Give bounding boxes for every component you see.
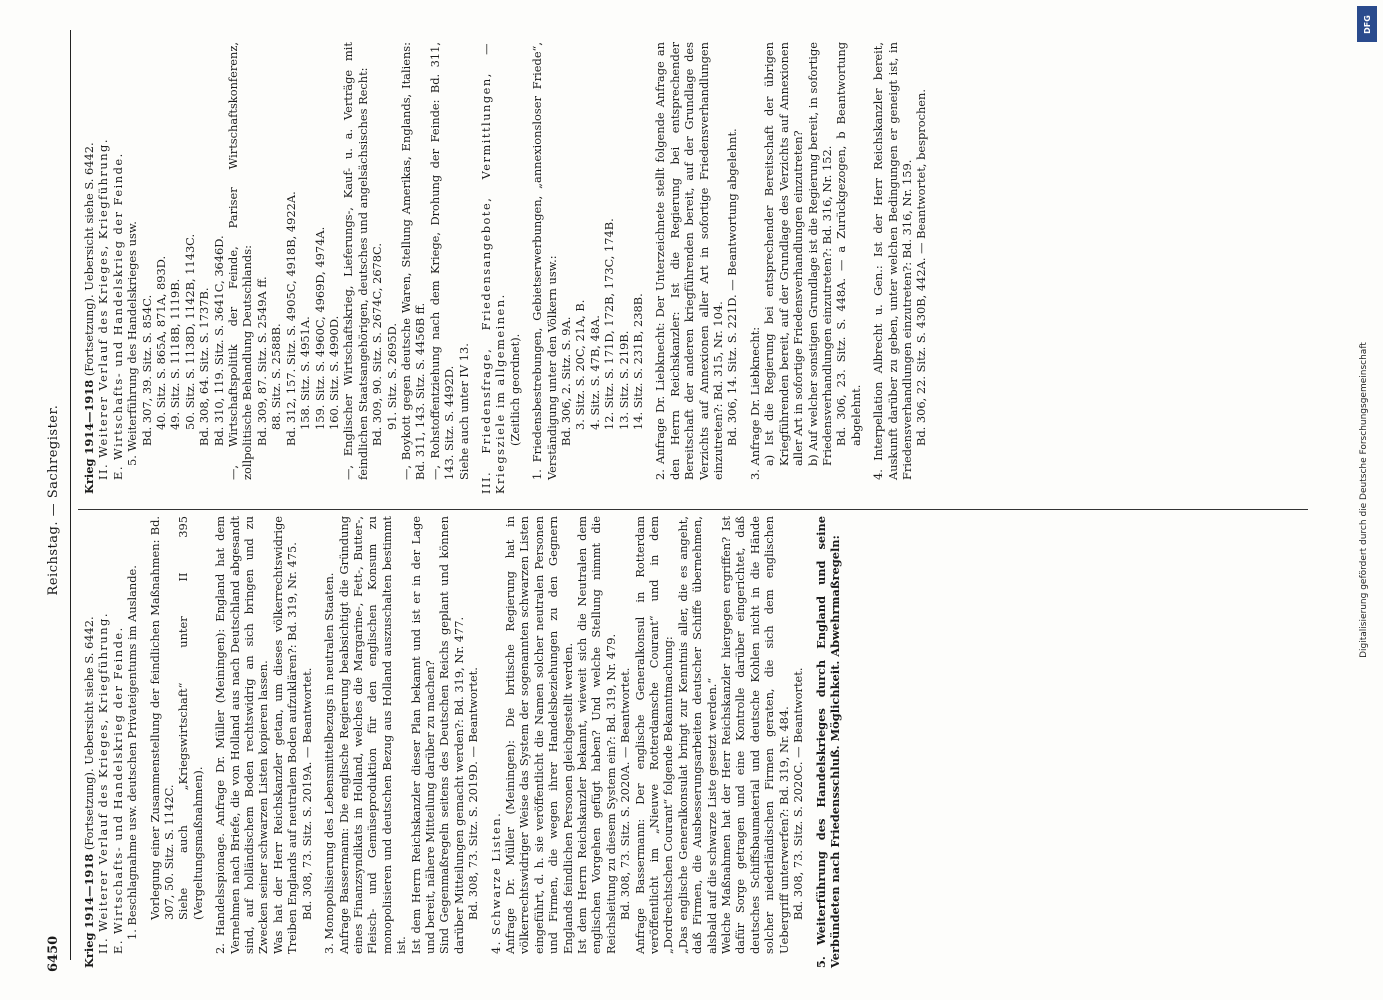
refs-b [255, 42, 341, 494]
ref-line: Bd. 306, 2. Sitz. S. 9A. [559, 316, 573, 446]
header-rule [70, 30, 71, 960]
right-heading: Krieg 1914—1918 (Fortsetzung). Uebersicht siehe S. 6442. [82, 142, 96, 494]
left-column [82, 516, 842, 968]
right-wirtschaftspolitik: —, Wirtschaftspolitik der Feinde, Pariser Wirtschaftskonferenz, zollpolitische Behandlung Deutschlands: [226, 42, 255, 480]
refs-c [370, 42, 399, 494]
dfg-logo [1357, 6, 1377, 42]
ref-line: 160. Sitz. S. 4990D. [326, 315, 341, 430]
ref-line: 88. Sitz. S. 2588B. [269, 323, 284, 430]
right-section-III-note: (Zeitlich geordnet). [507, 333, 522, 446]
ref-line: 49. Sitz. S. 1118B, 1119B. [168, 278, 183, 430]
ref-line: Bd. 307, 39. Sitz. S. 854C. [139, 294, 154, 446]
right-item-3c: Bd. 306, 23. Sitz. S. 448A. — a Zurückgezogen, b Beantwortung abgelehnt. [834, 42, 863, 446]
ref-line: Bd. 310, 119. Sitz. S. 3641C, 3646D. [211, 235, 226, 446]
left-item-3a: Anfrage Bassermann: Die englische Regierung beabsichtigt die Gründung eines Finanzsyndikats in Holland, welches die Margarine-, Fett-, Butter-, Fleisch- und Gemüseproduktion für den englischen Konsum zu monopolisieren und deutschen Bezug aus Holland auszuschalten bestimmt ist. [336, 516, 409, 954]
left-item-3d: Bd. 308, 73. Sitz. S. 2019D. — Beantwortet. [466, 667, 481, 920]
left-item-2b: Was hat der Herr Reichskanzler getan, um dieses völkerrechtswidrige Treiben Englands auf neutralem Boden aufzuklären?: Bd. 319, Nr. 475. [270, 516, 300, 954]
left-vorlegung: Vorlegung einer Zusammenstellung der feindlichen Maßnahmen: Bd. 307, 50. Sitz. S. 1142C. [147, 516, 177, 920]
left-item-4b: Ist dem Herrn Reichskanzler bekannt, wieweit sich die Neutralen dem englischen Vorgehen gefügt haben? Und welche Stellung nimmt die Reichsleitung zu diesem System ein?: Bd. 319, Nr. 479. [575, 516, 618, 954]
left-item-3c: Sind Gegenmaßregeln seitens des Deutschen Reichs geplant und können darüber Mitteilungen gemacht werden?: Bd. 319, Nr. 477. [437, 516, 466, 954]
left-item-3: 3. Monopolisierung des Lebensmittelbezugs in neutralen Staaten. [322, 572, 337, 954]
ref-line: Bd. 309, 87. Sitz. S. 2549A ff. [254, 276, 269, 446]
ref-line: 13. Sitz. S. 219B. [616, 330, 631, 430]
right-rohstoff: —, Rohstoffentziehung nach dem Kriege, Drohung der Feinde: Bd. 311, 143. Sitz. S. 4492D. [427, 42, 457, 480]
right-item-1: 1. Friedensbestrebungen, Gebietserwerbungen, „annexionsloser Friede“, Verständigung unter den Völkern usw.: [530, 42, 559, 480]
left-item-3b: Ist dem Herrn Reichskanzler dieser Plan bekannt und ist er in der Lage und bereit, nähere Mitteilung darüber zu machen? [408, 516, 437, 954]
ref-line: Bd. 308, 64. Sitz. S. 1737B. [197, 287, 212, 446]
left-item-2: 2. Handelsspionage. Anfrage Dr. Müller (Meiningen): England hat dem Vernehmen nach Briefe, die von Holland aus nach Deutschland abgesandt sind, auf holländischem Boden rechtswidrig an sich bringen und zu Zwecken seiner schwarzen Listen kopieren lassen. [213, 516, 271, 954]
ref-line: 40. Sitz. S. 865A, 871A, 893D. [154, 255, 169, 430]
ref-line: 50. Sitz. S. 1138D, 1142B, 1143C. [182, 233, 197, 430]
refs-d [559, 42, 645, 494]
ref-line: 91. Sitz. S. 2695D. [384, 323, 399, 430]
right-item-3b: b) Auf welcher sonstigen Grundlage ist die Regierung bereit, in sofortige Friedensverhandlungen einzutreten?: Bd. 316, Nr. 152. [805, 42, 834, 466]
left-item-4d: Anfrage Bassermann: Der englische Generalkonsul in Rotterdam veröffentlicht im „Nieuwe Rotterdamsche Courant“ und in dem „Dordrechtschen Courant“ folgende Bekanntmachung: [632, 516, 676, 954]
ref-line: Bd. 312, 157. Sitz. S. 4905C, 4918B, 4922A. [283, 191, 298, 446]
left-item-4c: Bd. 308, 73. Sitz. S. 2020A. — Beantwortet. [618, 667, 633, 920]
left-siehe: Siehe auch „Kriegswirtschaft“ unter II 395 (Vergeltungsmaßnahmen). [176, 516, 205, 920]
left-section-E: E. Wirtschafts- und Handelskrieg der Feinde. [110, 626, 125, 954]
ref-line: 4. Sitz. S. 47B, 48A. [587, 315, 602, 430]
refs-a [140, 42, 226, 494]
left-item-2c: Bd. 308, 73. Sitz. S. 2019A. — Beantwortet. [299, 667, 314, 920]
right-item-4b: Bd. 306, 22. Sitz. S. 430B, 442A. — Beantwortet, besprochen. [914, 89, 929, 446]
right-item-5: 5. Weiterführung des Handelskrieges usw. [125, 221, 140, 466]
right-section-III: III. Friedensfrage, Friedensangebote, Vermittlungen, — Kriegsziele im allgemeinen. [478, 42, 508, 494]
right-item-3a: a) Ist die Regierung bei entsprechender Bereitschaft der übrigen Kriegführenden bereit, auf der Grundlage des Verzichts auf Annexionen aller Art in sofortige Friedensverhandlungen einzutreten? [762, 42, 806, 466]
ref-line: 12. Sitz. S. 171D, 172B, 173C, 174B. [602, 218, 617, 430]
right-item-4: 4. Interpellation Albrecht u. Gen.: Ist der Herr Reichskanzler bereit, Auskunft darüber zu geben, unter welchen Bedingungen er geneigt ist, in Friedensverhandlungen einzutreten?: Bd. 316, Nr. 159. [871, 42, 914, 480]
ref-line: 159. Sitz. S. 4960C, 4969D, 4974A. [312, 226, 327, 430]
left-item-1: 1. Beschlagnahme usw. deutschen Privateigentums im Auslande. [125, 565, 140, 940]
left-item-4f: Welche Maßnahmen hat der Herr Reichskanzler hiergegen ergriffen? Ist dafür Sorge getragen und eine Kontrolle darüber eingerichtet, daß deutsches Schiffsbaumaterial und deutsche Kohlen nicht in die Hände solcher niederländischen Firmen geraten, die sich dem englischen Uebergriff unterwerfen?: Bd. 319, Nr. 484. [719, 516, 791, 954]
dfg-logo-text: DFG [1362, 14, 1372, 34]
ref-line: 158. Sitz. S. 4951A. [298, 316, 313, 430]
right-item-2b: Bd. 306, 14. Sitz. S. 221D. — Beantwortung abgelehnt. [725, 128, 740, 446]
right-section-E: E. Wirtschafts- und Handelskrieg der Feinde. [110, 152, 125, 480]
right-rohstoff-siehe: Siehe auch unter IV 13. [456, 343, 471, 480]
running-title: Reichstag. — Sachregister. [46, 404, 61, 596]
ref-line: 14. Sitz. S. 231B, 238B. [631, 293, 646, 430]
left-section-II: II. Weiterer Verlauf des Krieges, Kriegführung. [96, 612, 111, 954]
left-item-4: 4. Schwarze Listen. [488, 811, 503, 954]
right-column [82, 42, 929, 494]
page-number: 6450 [46, 935, 61, 972]
right-item-2: 2. Anfrage Dr. Liebknecht: Der Unterzeichnete stellt folgende Anfrage an den Herrn Reichskanzler: Ist die Regierung bei entsprechender Bereitschaft der anderen kriegführenden bereit, auf der Grundlage des Verzichts auf Annexionen aller Art in sofortige Friedensverhandlungen einzutreten?: Bd. 315, Nr. 104. [653, 42, 726, 480]
right-item-3: 3. Anfrage Dr. Liebknecht: [747, 326, 762, 480]
left-item-4g: Bd. 308, 73. Sitz. S. 2020C. — Beantwortet. [791, 667, 806, 920]
ref-line: 3. Sitz. S. 20C, 21A, B. [573, 299, 588, 430]
left-heading: Krieg 1914—1918 (Fortsetzung). Uebersicht siehe S. 6442. [82, 616, 96, 968]
ref-line: Bd. 309, 90. Sitz. S. 2674C, 2678C. [370, 243, 385, 446]
page-header [46, 28, 68, 972]
left-item-4a: Anfrage Dr. Müller (Meiningen): Die britische Regierung hat in völkerrechtswidriger Weise das System der sogenannten schwarzen Listen eingeführt, d. h. sie veröffentlicht die Namen solcher neutralen Personen und Firmen, die wegen ihrer Handelsbeziehungen zu den Gegnern Englands feindlichen Personen gleichgestellt werden. [502, 516, 575, 954]
left-item-4e: „Das englische Generalkonsulat bringt zur Kenntnis aller, die es angeht, daß Firmen, die Ausbesserungsarbeiten deutscher Schiffe übernehmen, alsbald auf die schwarze Liste gesetzt werden.“ [675, 516, 719, 954]
digitization-note: Digitalisierung gefördert durch die Deutsche Forschungsgemeinschaft [1359, 342, 1369, 658]
column-divider [78, 509, 1308, 510]
left-item-5: 5. Weiterführung des Handelskrieges durch England und seine Verbündeten nach Friedensschluß. Möglichkeit. Abwehrmaßregeln: [813, 516, 842, 968]
right-englischer-wirtschaftskrieg: —, Englischer Wirtschaftskrieg, Lieferungs-, Kauf- u. a. Verträge mit feindlichen Staatsangehörigen, deutsches und angelsächsisches Recht: [341, 42, 370, 480]
right-section-II: II. Weiterer Verlauf des Krieges, Kriegführung. [96, 138, 111, 480]
right-boykott: —, Boykott gegen deutsche Waren, Stellung Amerikas, Englands, Italiens: Bd. 311, 143. Sitz. S. 4456B ff. [398, 42, 428, 480]
